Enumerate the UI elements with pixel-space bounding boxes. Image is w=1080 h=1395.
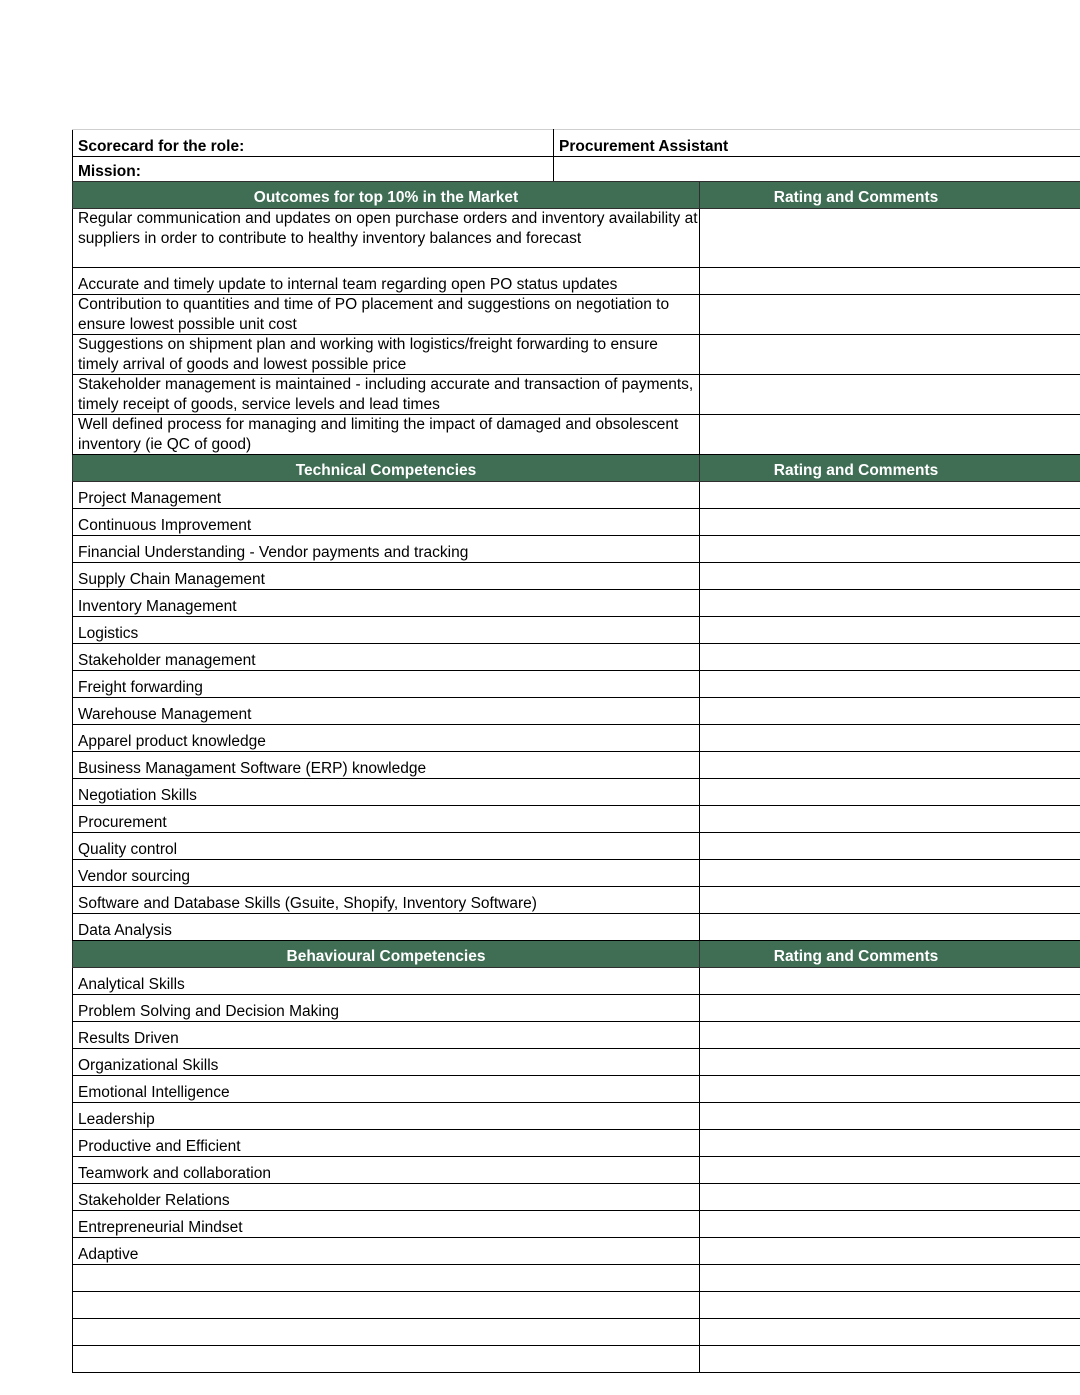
- behavioural-row: [73, 968, 1080, 995]
- blank-row: [73, 1319, 1080, 1346]
- outcome-rating-cell[interactable]: [700, 375, 1080, 415]
- outcome-item: Stakeholder management is maintained - including accurate and transaction of payments, timely receipt of goods, service levels and lead times: [73, 375, 700, 415]
- technical-rating-cell[interactable]: [700, 914, 1080, 941]
- technical-rating-title: Rating and Comments: [700, 455, 1080, 482]
- behavioural-row: [73, 1238, 1080, 1265]
- scorecard-header-table: [72, 129, 1080, 182]
- behavioural-item: Problem Solving and Decision Making: [73, 995, 700, 1022]
- blank-row: [73, 1292, 1080, 1319]
- role-row: [73, 130, 1080, 157]
- technical-item: Procurement: [73, 806, 700, 833]
- technical-row: [73, 617, 1080, 644]
- technical-item: Inventory Management: [73, 590, 700, 617]
- behavioural-item: Results Driven: [73, 1022, 700, 1049]
- technical-rating-cell[interactable]: [700, 590, 1080, 617]
- blank-rating-cell[interactable]: [700, 1319, 1080, 1346]
- technical-item: Project Management: [73, 482, 700, 509]
- technical-rating-cell[interactable]: [700, 860, 1080, 887]
- mission-value[interactable]: [554, 157, 1080, 182]
- outcome-item: Accurate and timely update to internal team regarding open PO status updates: [73, 268, 700, 295]
- technical-item: Data Analysis: [73, 914, 700, 941]
- outcome-item: Well defined process for managing and limiting the impact of damaged and obsolescent inventory (ie QC of good): [73, 415, 700, 455]
- outcome-item: Regular communication and updates on open purchase orders and inventory availability at suppliers in order to contribute to healthy inventory balances and forecast: [73, 209, 700, 268]
- technical-rating-cell[interactable]: [700, 563, 1080, 590]
- technical-rating-cell[interactable]: [700, 536, 1080, 563]
- blank-rating-cell[interactable]: [700, 1265, 1080, 1292]
- behavioural-item: Teamwork and collaboration: [73, 1157, 700, 1184]
- technical-item: Business Managament Software (ERP) knowledge: [73, 752, 700, 779]
- role-value[interactable]: Procurement Assistant: [554, 130, 1080, 157]
- outcome-row: [73, 335, 1080, 375]
- outcome-rating-cell[interactable]: [700, 335, 1080, 375]
- behavioural-item: Entrepreneurial Mindset: [73, 1211, 700, 1238]
- technical-title: Technical Competencies: [73, 455, 700, 482]
- mission-row: [73, 157, 1080, 182]
- outcomes-section-header: [73, 182, 1080, 209]
- technical-rating-cell[interactable]: [700, 779, 1080, 806]
- technical-row: [73, 725, 1080, 752]
- behavioural-items: [73, 968, 1080, 1265]
- technical-rating-cell[interactable]: [700, 617, 1080, 644]
- technical-item: Logistics: [73, 617, 700, 644]
- technical-rating-cell[interactable]: [700, 887, 1080, 914]
- behavioural-row: [73, 995, 1080, 1022]
- outcome-rating-cell[interactable]: [700, 295, 1080, 335]
- behavioural-rating-cell[interactable]: [700, 1022, 1080, 1049]
- blank-cell[interactable]: [73, 1292, 700, 1319]
- blank-cell[interactable]: [73, 1346, 700, 1373]
- technical-row: [73, 860, 1080, 887]
- technical-item: Software and Database Skills (Gsuite, Shopify, Inventory Software): [73, 887, 700, 914]
- technical-item: Quality control: [73, 833, 700, 860]
- behavioural-row: [73, 1211, 1080, 1238]
- technical-item: Freight forwarding: [73, 671, 700, 698]
- technical-rating-cell[interactable]: [700, 509, 1080, 536]
- technical-item: Negotiation Skills: [73, 779, 700, 806]
- behavioural-rating-cell[interactable]: [700, 1130, 1080, 1157]
- outcome-row: [73, 295, 1080, 335]
- behavioural-rating-cell[interactable]: [700, 1238, 1080, 1265]
- technical-row: [73, 590, 1080, 617]
- technical-item: Vendor sourcing: [73, 860, 700, 887]
- technical-item: Financial Understanding - Vendor payments and tracking: [73, 536, 700, 563]
- behavioural-rating-title: Rating and Comments: [700, 941, 1080, 968]
- behavioural-rating-cell[interactable]: [700, 995, 1080, 1022]
- behavioural-rating-cell[interactable]: [700, 1184, 1080, 1211]
- blank-cell[interactable]: [73, 1265, 700, 1292]
- blank-rating-cell[interactable]: [700, 1346, 1080, 1373]
- behavioural-section-header: [73, 941, 1080, 968]
- behavioural-rating-cell[interactable]: [700, 1211, 1080, 1238]
- behavioural-item: Emotional Intelligence: [73, 1076, 700, 1103]
- technical-row: [73, 806, 1080, 833]
- behavioural-rating-cell[interactable]: [700, 1103, 1080, 1130]
- behavioural-row: [73, 1130, 1080, 1157]
- outcome-rating-cell[interactable]: [700, 209, 1080, 268]
- outcomes-rating-title: Rating and Comments: [700, 182, 1080, 209]
- technical-rating-cell[interactable]: [700, 671, 1080, 698]
- behavioural-row: [73, 1103, 1080, 1130]
- blank-cell[interactable]: [73, 1319, 700, 1346]
- technical-item: Stakeholder management: [73, 644, 700, 671]
- technical-rating-cell[interactable]: [700, 644, 1080, 671]
- technical-row: [73, 671, 1080, 698]
- behavioural-row: [73, 1049, 1080, 1076]
- technical-row: [73, 887, 1080, 914]
- technical-items: [73, 482, 1080, 941]
- technical-item: Continuous Improvement: [73, 509, 700, 536]
- scorecard-main-table: [72, 181, 1080, 1373]
- behavioural-item: Stakeholder Relations: [73, 1184, 700, 1211]
- mission-label: Mission:: [73, 157, 554, 182]
- blank-rating-cell[interactable]: [700, 1292, 1080, 1319]
- behavioural-item: Analytical Skills: [73, 968, 700, 995]
- behavioural-row: [73, 1076, 1080, 1103]
- technical-row: [73, 563, 1080, 590]
- outcome-rating-cell[interactable]: [700, 415, 1080, 455]
- behavioural-item: Leadership: [73, 1103, 700, 1130]
- behavioural-rating-cell[interactable]: [700, 1076, 1080, 1103]
- behavioural-row: [73, 1157, 1080, 1184]
- technical-row: [73, 779, 1080, 806]
- role-label: Scorecard for the role:: [73, 130, 554, 157]
- blank-row: [73, 1265, 1080, 1292]
- technical-item: Supply Chain Management: [73, 563, 700, 590]
- technical-rating-cell[interactable]: [700, 752, 1080, 779]
- technical-row: [73, 644, 1080, 671]
- blank-row: [73, 1346, 1080, 1373]
- technical-item: Warehouse Management: [73, 698, 700, 725]
- outcome-rating-cell[interactable]: [700, 268, 1080, 295]
- technical-item: Apparel product knowledge: [73, 725, 700, 752]
- behavioural-row: [73, 1184, 1080, 1211]
- technical-row: [73, 536, 1080, 563]
- behavioural-item: Productive and Efficient: [73, 1130, 700, 1157]
- technical-section-header: [73, 455, 1080, 482]
- technical-rating-cell[interactable]: [700, 482, 1080, 509]
- outcome-item: Suggestions on shipment plan and working with logistics/freight forwarding to ensure timely arrival of goods and lowest possible price: [73, 335, 700, 375]
- behavioural-rating-cell[interactable]: [700, 1049, 1080, 1076]
- behavioural-rating-cell[interactable]: [700, 1157, 1080, 1184]
- technical-row: [73, 752, 1080, 779]
- outcome-item: Contribution to quantities and time of PO placement and suggestions on negotiation to ensure lowest possible unit cost: [73, 295, 700, 335]
- technical-row: [73, 833, 1080, 860]
- behavioural-row: [73, 1022, 1080, 1049]
- outcomes-title: Outcomes for top 10% in the Market: [73, 182, 700, 209]
- technical-row: [73, 482, 1080, 509]
- outcome-row: [73, 209, 1080, 268]
- technical-row: [73, 698, 1080, 725]
- technical-row: [73, 914, 1080, 941]
- behavioural-item: Adaptive: [73, 1238, 700, 1265]
- technical-row: [73, 509, 1080, 536]
- behavioural-item: Organizational Skills: [73, 1049, 700, 1076]
- technical-rating-cell[interactable]: [700, 833, 1080, 860]
- behavioural-title: Behavioural Competencies: [73, 941, 700, 968]
- technical-rating-cell[interactable]: [700, 698, 1080, 725]
- outcome-row: [73, 268, 1080, 295]
- technical-rating-cell[interactable]: [700, 725, 1080, 752]
- behavioural-rating-cell[interactable]: [700, 968, 1080, 995]
- outcome-row: [73, 415, 1080, 455]
- scorecard-sheet: [72, 129, 1080, 1373]
- outcome-row: [73, 375, 1080, 415]
- technical-rating-cell[interactable]: [700, 806, 1080, 833]
